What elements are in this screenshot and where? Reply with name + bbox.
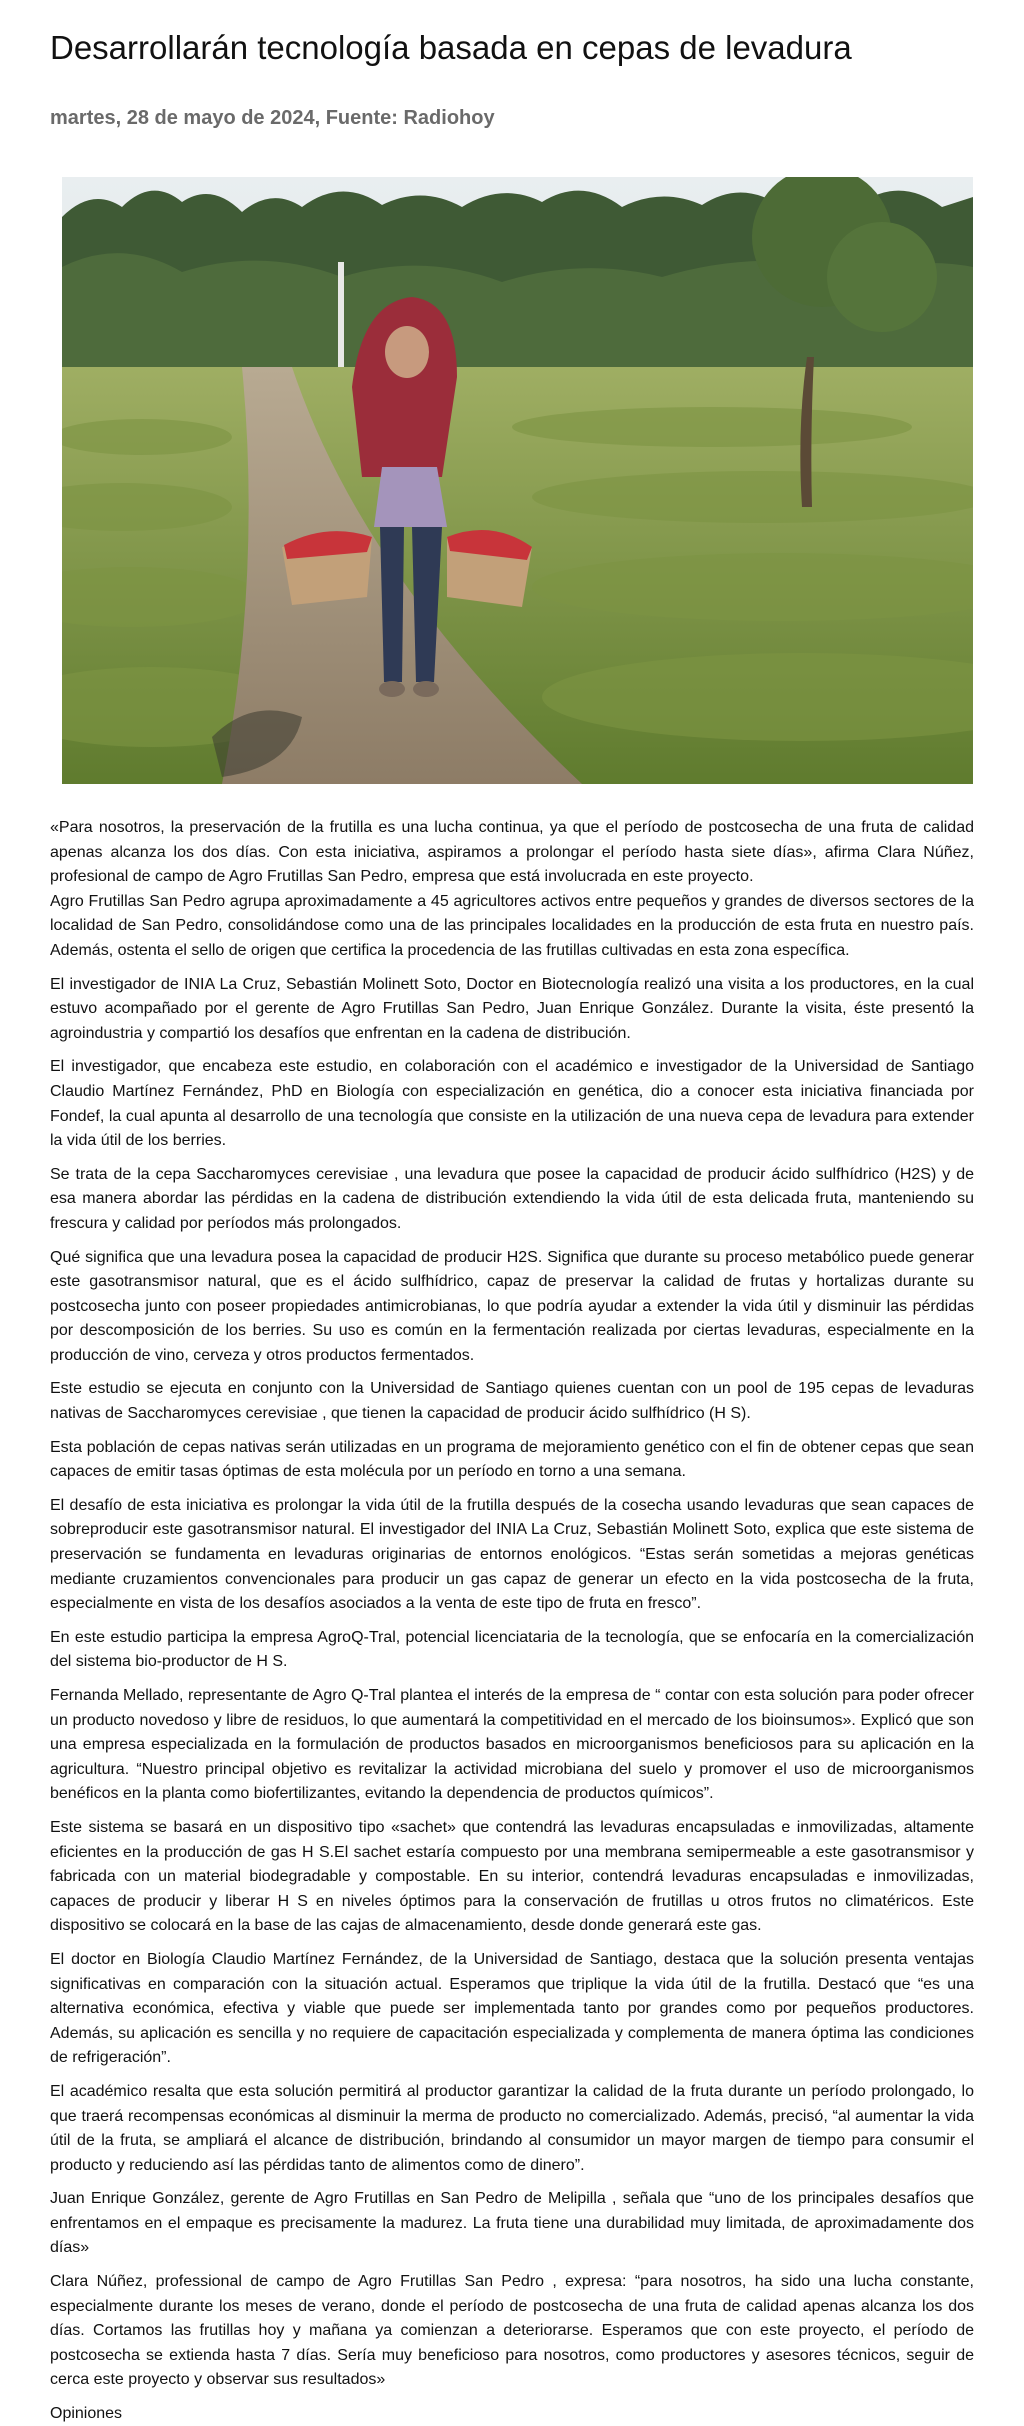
opinions-link[interactable]: Opiniones bbox=[50, 2405, 123, 2423]
photo-strawberry-field-icon bbox=[62, 177, 973, 784]
article-photo bbox=[62, 177, 973, 784]
article-paragraph: El doctor en Biología Claudio Martínez Fernández, de la Universidad de Santiago, destaca que la solución presenta ventajas significativas en comparación con la situación actual. Esperamos que triplique la vida útil de la frutilla. Destacó que “es una alternativa económica, efectiva y viable que puede ser implementada tanto por grandes como por pequeños productores. Además, su aplicación es sencilla y no requiere de capacitación especializada y complementa de manera óptima las condiciones de refrigeración”. bbox=[50, 1950, 974, 2067]
article-paragraph: El investigador, que encabeza este estudio, en colaboración con el académico e investigador de la Universidad de Santiago Claudio Martínez Fernández, PhD en Biología con especialización en genética, dio a conocer esta iniciativa financiada por Fondef, la cual apunta al desarrollo de una tecnología que consiste en la utilización de una nueva cepa de levadura para extender la vida útil de los berries. bbox=[50, 1058, 974, 1150]
article-paragraph: Juan Enrique González, gerente de Agro Frutillas en San Pedro de Melipilla , señala que “uno de los principales desafíos que enfrentamos en el empaque es precisamente la madurez. La fruta tiene una durabilidad muy limitada, de aproximadamente dos días» bbox=[50, 2190, 974, 2257]
article-paragraph: Qué significa que una levadura posea la capacidad de producir H2S. Significa que durante su proceso metabólico puede generar este gasotransmisor natural, que es el ácido sulfhídrico, capaz de preservar la calidad de frutas y hortalizas durante su postcosecha junto con poseer propiedades antimicrobianas, lo que podría ayudar a extender la vida útil y disminuir las pérdidas por descomposición de los berries. Su uso es común en la fermentación realizada por ciertas levaduras, especialmente en la producción de vino, cerveza y otros productos fermentados. bbox=[50, 1248, 974, 1364]
article-paragraph: Este sistema se basará en un dispositivo tipo «sachet» que contendrá las levaduras encapsuladas e inmovilizadas, altamente eficientes en la producción de gas H S.El sachet estaría compuesto por una membrana semipermeable a este gasotransmisor y fabricada con un material biodegradable y compostable. En su interior, contendrá levaduras encapsuladas e inmovilizadas, capaces de producir y liberar H S en niveles óptimos para la conservación de frutillas u otros frutos no climatéricos. Este dispositivo se colocará en la base de las cajas de almacenamiento, desde donde generará este gas. bbox=[50, 1818, 974, 1935]
article-paragraph: Clara Núñez, professional de campo de Agro Frutillas San Pedro , expresa: “para nosotros, ha sido una lucha constante, especialmente durante los meses de verano, donde el período de postcosecha de una fruta de calidad apenas alcanza los dos días. Cortamos las frutillas hoy y mañana ya comienzan a deteriorarse. Esperamos que con este proyecto, el período de postcosecha se extienda hasta 7 días. Sería muy beneficioso para nosotros, como productores y asesores técnicos, seguir de cerca este proyecto y observar sus resultados» bbox=[50, 2273, 974, 2389]
article-paragraph: «Para nosotros, la preservación de la frutilla es una lucha continua, ya que el período de postcosecha de una fruta de calidad apenas alcanza los dos días. Con esta iniciativa, aspiramos a prolongar el período hasta siete días», afirma Clara Núñez, profesional de campo de Agro Frutillas San Pedro, empresa que está involucrada en este proyecto. bbox=[50, 819, 974, 886]
article-paragraph: Este estudio se ejecuta en conjunto con la Universidad de Santiago quienes cuentan con un pool de 195 cepas de levaduras nativas de Saccharomyces cerevisiae , que tienen la capacidad de producir ácido sulfhídrico (H S). bbox=[50, 1380, 974, 1423]
article-paragraph: Se trata de la cepa Saccharomyces cerevisiae , una levadura que posee la capacidad de producir ácido sulfhídrico (H2S) y de esa manera abordar las pérdidas en la cadena de distribución extendiendo la vida útil de esta delicada fruta, manteniendo su frescura y calidad por períodos más prolongados. bbox=[50, 1165, 974, 1232]
article-body bbox=[50, 816, 974, 2426]
article-paragraph: Agro Frutillas San Pedro agrupa aproximadamente a 45 agricultores activos entre pequeños y grandes de diversos sectores de la localidad de San Pedro, consolidándose como una de las principales localidades en la producción de esta fruta en nuestro país. Además, ostenta el sello de origen que certifica la procedencia de las frutillas cultivadas en esta zona específica. bbox=[50, 892, 974, 959]
article-paragraph: El académico resalta que esta solución permitirá al productor garantizar la calidad de la fruta durante un período prolongado, lo que traerá recompensas económicas al disminuir la merma de producto no comercializado. Además, precisó, “al aumentar la vida útil de la fruta, se ampliará el alcance de distribución, brindando al consumidor un mayor margen de tiempo para consumir el producto y reduciendo así las pérdidas tanto de alimentos como de dinero”. bbox=[50, 2082, 974, 2174]
article-paragraph: Fernanda Mellado, representante de Agro Q-Tral plantea el interés de la empresa de “ contar con esta solución para poder ofrecer un producto novedoso y libre de residuos, lo que aumentará la competitividad en el mercado de los bioinsumos». Explicó que son una empresa especializada en la formulación de productos basados en microorganismos beneficiosos para su aplicación en la agricultura. “Nuestro principal objetivo es revitalizar la actividad microbiana del suelo y promover el uso de microorganismos benéficos en la planta como biofertilizantes, evitando la dependencia de productos químicos”. bbox=[50, 1687, 974, 1803]
article-paragraph: El investigador de INIA La Cruz, Sebastián Molinett Soto, Doctor en Biotecnología realizó una visita a los productores, en la cual estuvo acompañado por el gerente de Agro Frutillas San Pedro, Juan Enrique González. Durante la visita, éste presentó la agroindustria y compartió los desafíos que enfrentan en la cadena de distribución. bbox=[50, 975, 974, 1042]
article-meta: martes, 28 de mayo de 2024, Fuente: Radiohoy bbox=[50, 107, 495, 129]
article-paragraph: Esta población de cepas nativas serán utilizadas en un programa de mejoramiento genético con el fin de obtener cepas que sean capaces de emitir tasas óptimas de esta molécula por un período en torno a una semana. bbox=[50, 1438, 974, 1481]
article-title: Desarrollarán tecnología basada en cepas de levadura bbox=[50, 29, 852, 66]
article-paragraph: El desafío de esta iniciativa es prolongar la vida útil de la frutilla después de la cosecha usando levaduras que sean capaces de sobreproducir este gasotransmisor natural. El investigador del INIA La Cruz, Sebastián Molinett Soto, explica que este sistema de preservación se fundamenta en levaduras originarias de entornos enológicos. “Estas serán sometidas a mejoras genéticas mediante cruzamientos convencionales para producir un gas capaz de generar un efecto en la vida postcosecha de la fruta, especialmente en vista de los desafíos asociados a la venta de este tipo de fruta en fresco”. bbox=[50, 1496, 974, 1613]
article-paragraph: En este estudio participa la empresa AgroQ-Tral, potencial licenciataria de la tecnología, que se enfocaría en la comercialización del sistema bio-productor de H S. bbox=[50, 1628, 974, 1671]
